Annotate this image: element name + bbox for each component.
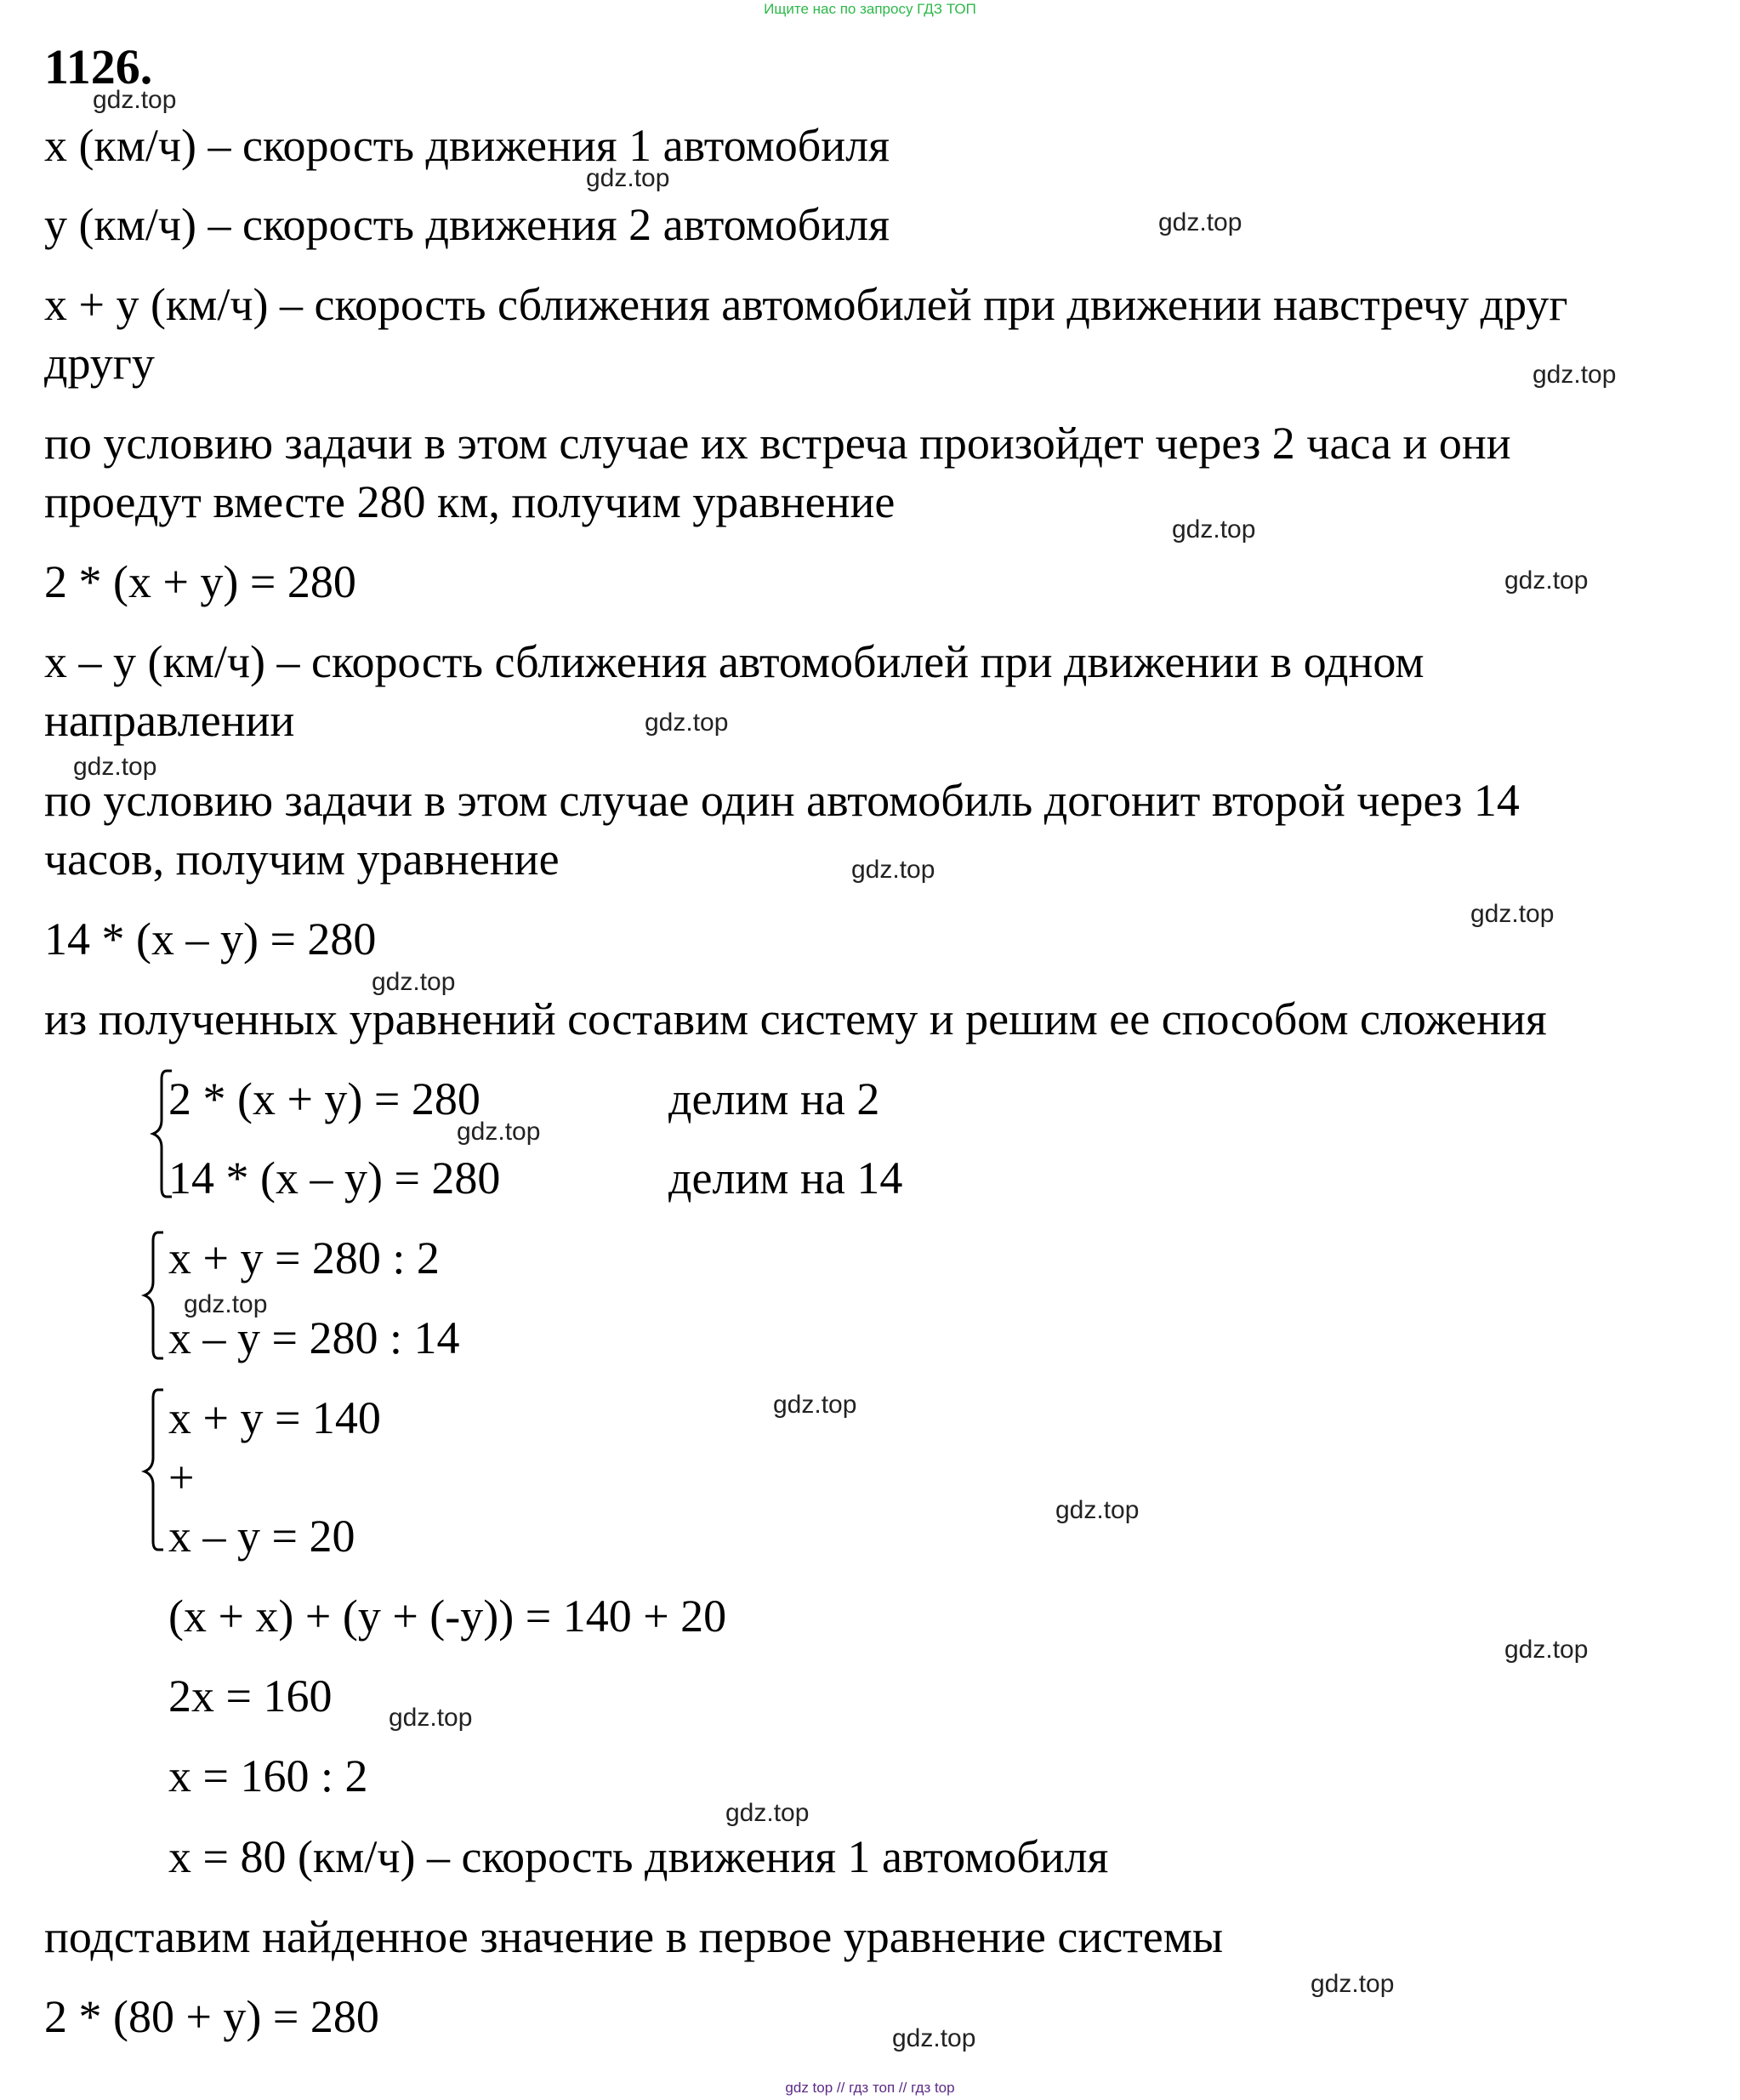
line-catchup-speed-a: x – y (км/ч) – скорость сближения автомобилей при движении в одном	[44, 636, 1424, 687]
watermark: gdz.top	[1311, 1970, 1395, 1998]
line-speed-car2: y (км/ч) – скорость движения 2 автомобиля	[44, 199, 890, 250]
top-banner: Ищите нас по запросу ГДЗ ТОП	[764, 1, 976, 17]
system2-brace	[119, 1229, 170, 1365]
watermark: gdz.top	[1055, 1496, 1140, 1524]
watermark: gdz.top	[73, 753, 157, 781]
system3-plus: +	[168, 1452, 195, 1503]
line-condition1-b: проедут вместе 280 км, получим уравнение	[44, 476, 896, 527]
line-condition2-a: по условию задачи в этом случае один автомобиль догонит второй через 14	[44, 775, 1520, 826]
watermark: gdz.top	[1504, 1636, 1589, 1664]
system3-row2: x – y = 20	[168, 1511, 355, 1562]
system1-row1: 2 * (x + y) = 280	[168, 1073, 480, 1124]
solution-step4: x = 80 (км/ч) – скорость движения 1 автомобиля	[168, 1831, 1109, 1882]
watermark: gdz.top	[645, 709, 729, 737]
equation-2: 14 * (x – y) = 280	[44, 913, 377, 965]
line-condition1-a: по условию задачи в этом случае их встреча произойдет через 2 часа и они	[44, 418, 1511, 469]
watermark: gdz.top	[1172, 515, 1256, 543]
system1-row2: 14 * (x – y) = 280	[168, 1152, 501, 1204]
line-condition2-b: часов, получим уравнение	[44, 834, 560, 885]
line-system-intro: из полученных уравнений составим систему и решим ее способом сложения	[44, 993, 1547, 1044]
problem-number: 1126.	[44, 39, 153, 94]
solution-step2: 2x = 160	[168, 1670, 333, 1722]
watermark: gdz.top	[93, 86, 177, 114]
watermark: gdz.top	[372, 968, 456, 996]
system3-brace	[119, 1386, 170, 1557]
watermark: gdz.top	[1532, 361, 1617, 389]
system1-row2-note: делим на 14	[668, 1152, 903, 1204]
system3-row1: x + y = 140	[168, 1392, 381, 1443]
solution-step3: x = 160 : 2	[168, 1750, 368, 1801]
watermark: gdz.top	[851, 856, 935, 884]
watermark: gdz.top	[1158, 208, 1242, 236]
line-speed-car1: x (км/ч) – скорость движения 1 автомобиля	[44, 120, 890, 171]
tail-equation: 2 * (80 + y) = 280	[44, 1991, 379, 2042]
watermark: gdz.top	[1504, 566, 1589, 595]
system2-row1: x + y = 280 : 2	[168, 1232, 440, 1283]
watermark: gdz.top	[457, 1118, 541, 1146]
watermark: gdz.top	[586, 164, 670, 192]
watermark: gdz.top	[892, 2024, 976, 2052]
equation-1: 2 * (x + y) = 280	[44, 556, 356, 607]
watermark: gdz.top	[1470, 900, 1555, 928]
solution-step1: (x + x) + (y + (-y)) = 140 + 20	[168, 1591, 727, 1642]
watermark: gdz.top	[773, 1391, 857, 1419]
tail-line1: подставим найденное значение в первое уравнение системы	[44, 1911, 1224, 1962]
line-closing-speed-a: x + y (км/ч) – скорость сближения автомобилей при движении навстречу друг	[44, 279, 1568, 330]
bottom-banner: gdz top // гдз топ // гдз top	[785, 2080, 955, 2096]
system2-row2: x – y = 280 : 14	[168, 1312, 460, 1363]
line-catchup-speed-b: направлении	[44, 695, 295, 746]
watermark: gdz.top	[184, 1290, 268, 1318]
watermark: gdz.top	[389, 1704, 473, 1732]
system1-row1-note: делим на 2	[668, 1073, 880, 1124]
watermark: gdz.top	[725, 1799, 810, 1827]
line-closing-speed-b: другу	[44, 338, 155, 389]
